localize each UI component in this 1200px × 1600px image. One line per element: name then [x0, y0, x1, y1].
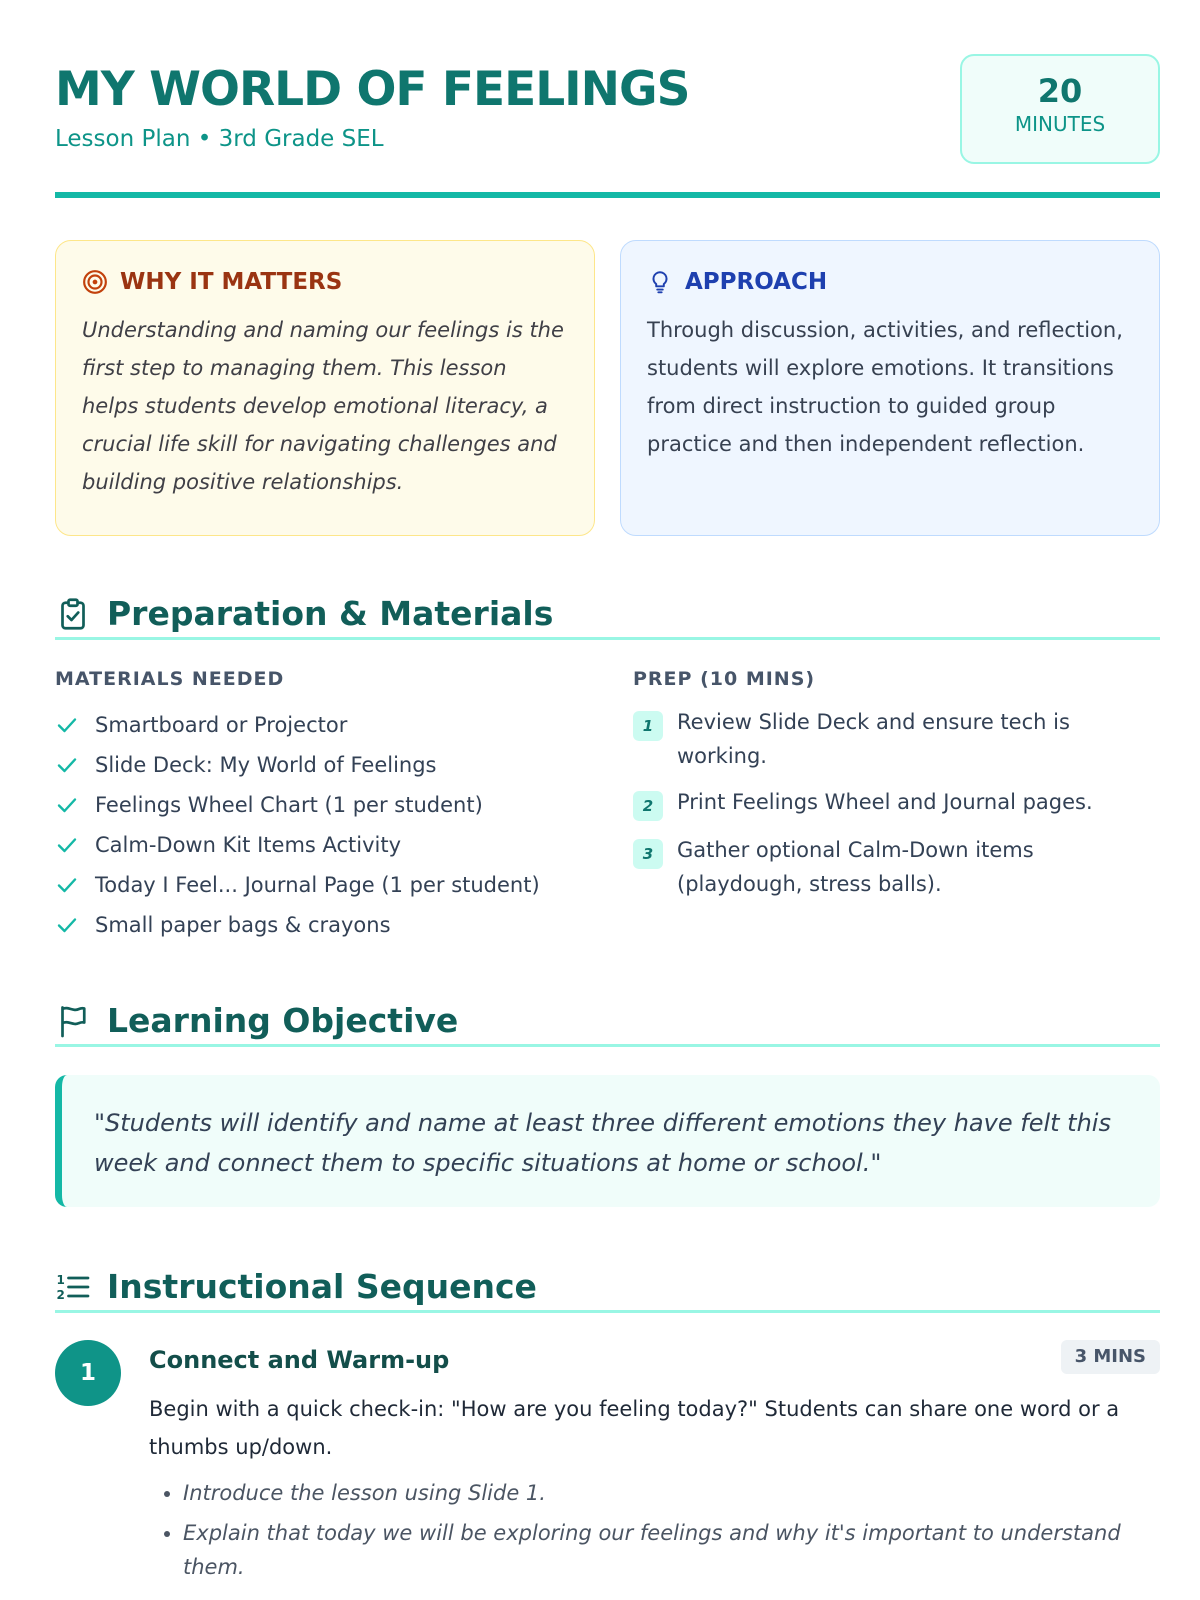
approach-card-title: APPROACH: [685, 269, 828, 295]
step-bullets: [183, 1476, 1159, 1590]
material-text: Feelings Wheel Chart (1 per student): [95, 793, 483, 817]
page-title: MY WORLD OF FEELINGS: [55, 62, 690, 117]
list-item: [55, 865, 540, 905]
materials-label: MATERIALS NEEDED: [55, 668, 285, 690]
list-item: [633, 785, 1153, 821]
clipboard-check-icon: [55, 596, 91, 632]
lightbulb-icon: [647, 269, 673, 295]
check-icon: [55, 833, 79, 857]
check-icon: [55, 713, 79, 737]
svg-text:1: 1: [56, 1272, 65, 1287]
preparation-section-title: Preparation & Materials: [107, 594, 554, 633]
material-text: Slide Deck: My World of Feelings: [95, 753, 437, 777]
list-item: [55, 905, 540, 945]
prep-step-text: Review Slide Deck and ensure tech is working.: [677, 710, 1070, 768]
list-item: [55, 825, 540, 865]
why-card-header: [82, 269, 568, 295]
why-it-matters-card: [55, 240, 595, 536]
duration-unit: MINUTES: [1014, 112, 1106, 136]
material-text: Smartboard or Projector: [95, 713, 348, 737]
prep-step-number: 3: [633, 839, 663, 869]
step-time-badge: 3 MINS: [1061, 1340, 1160, 1374]
materials-list: [55, 705, 540, 945]
material-text: Small paper bags & crayons: [95, 913, 391, 937]
list-item: [633, 833, 1153, 901]
approach-card-header: [647, 269, 1133, 295]
why-card-title: WHY IT MATTERS: [120, 269, 343, 295]
numbered-list-icon: [55, 1269, 91, 1305]
duration-value: 20: [1037, 72, 1083, 110]
approach-card-body: Through discussion, activities, and reflection, students will explore emotions. It transitions from direct instruction to guided group practice and then independent reflection.: [647, 318, 1123, 456]
material-text: Today I Feel... Journal Page (1 per student): [95, 873, 540, 897]
prep-step-text: Print Feelings Wheel and Journal pages.: [677, 790, 1093, 814]
check-icon: [55, 913, 79, 937]
objective-quote: "Students will identify and name at least three different emotions they have felt this week and connect them to specific situations at home or school.": [55, 1075, 1160, 1207]
prep-step-number: 1: [633, 711, 663, 741]
check-icon: [55, 873, 79, 897]
prep-steps-list: [633, 705, 1153, 913]
list-item: [55, 785, 540, 825]
header: [55, 58, 1160, 168]
prep-step-number: 2: [633, 791, 663, 821]
target-icon: [82, 269, 108, 295]
list-item: • Explain that today we will be exploring our feelings and why it's important to understand them.: [183, 1516, 1159, 1584]
objective-section-header: [55, 997, 1160, 1047]
objective-section-title: Learning Objective: [107, 1001, 459, 1040]
preparation-section-header: [55, 590, 1160, 640]
step-number-circle: 1: [55, 1340, 121, 1406]
page-subtitle: Lesson Plan • 3rd Grade SEL: [55, 126, 384, 152]
material-text: Calm-Down Kit Items Activity: [95, 833, 402, 857]
check-icon: [55, 793, 79, 817]
duration-badge: [960, 54, 1160, 164]
list-item: [633, 705, 1153, 773]
check-icon: [55, 753, 79, 777]
sequence-section-title: Instructional Sequence: [107, 1267, 537, 1306]
flag-icon: [55, 1003, 91, 1039]
prep-step-text: Gather optional Calm-Down items (playdough, stress balls).: [677, 838, 1034, 896]
list-item: [55, 705, 540, 745]
list-item: [55, 745, 540, 785]
svg-text:2: 2: [56, 1287, 65, 1302]
step-description: Begin with a quick check-in: "How are you feeling today?" Students can share one word or a thumbs up/down.: [149, 1397, 1120, 1459]
step-title: Connect and Warm-up: [149, 1346, 450, 1374]
list-item: • Introduce the lesson using Slide 1.: [183, 1476, 1159, 1510]
prep-label: PREP (10 MINS): [633, 668, 816, 690]
why-card-body: Understanding and naming our feelings is the first step to managing them. This lesson helps students develop emotional literacy, a crucial life skill for navigating challenges and building positive relationships.: [82, 318, 564, 494]
header-divider: [55, 192, 1160, 198]
approach-card: [620, 240, 1160, 536]
sequence-section-header: [55, 1263, 1160, 1313]
